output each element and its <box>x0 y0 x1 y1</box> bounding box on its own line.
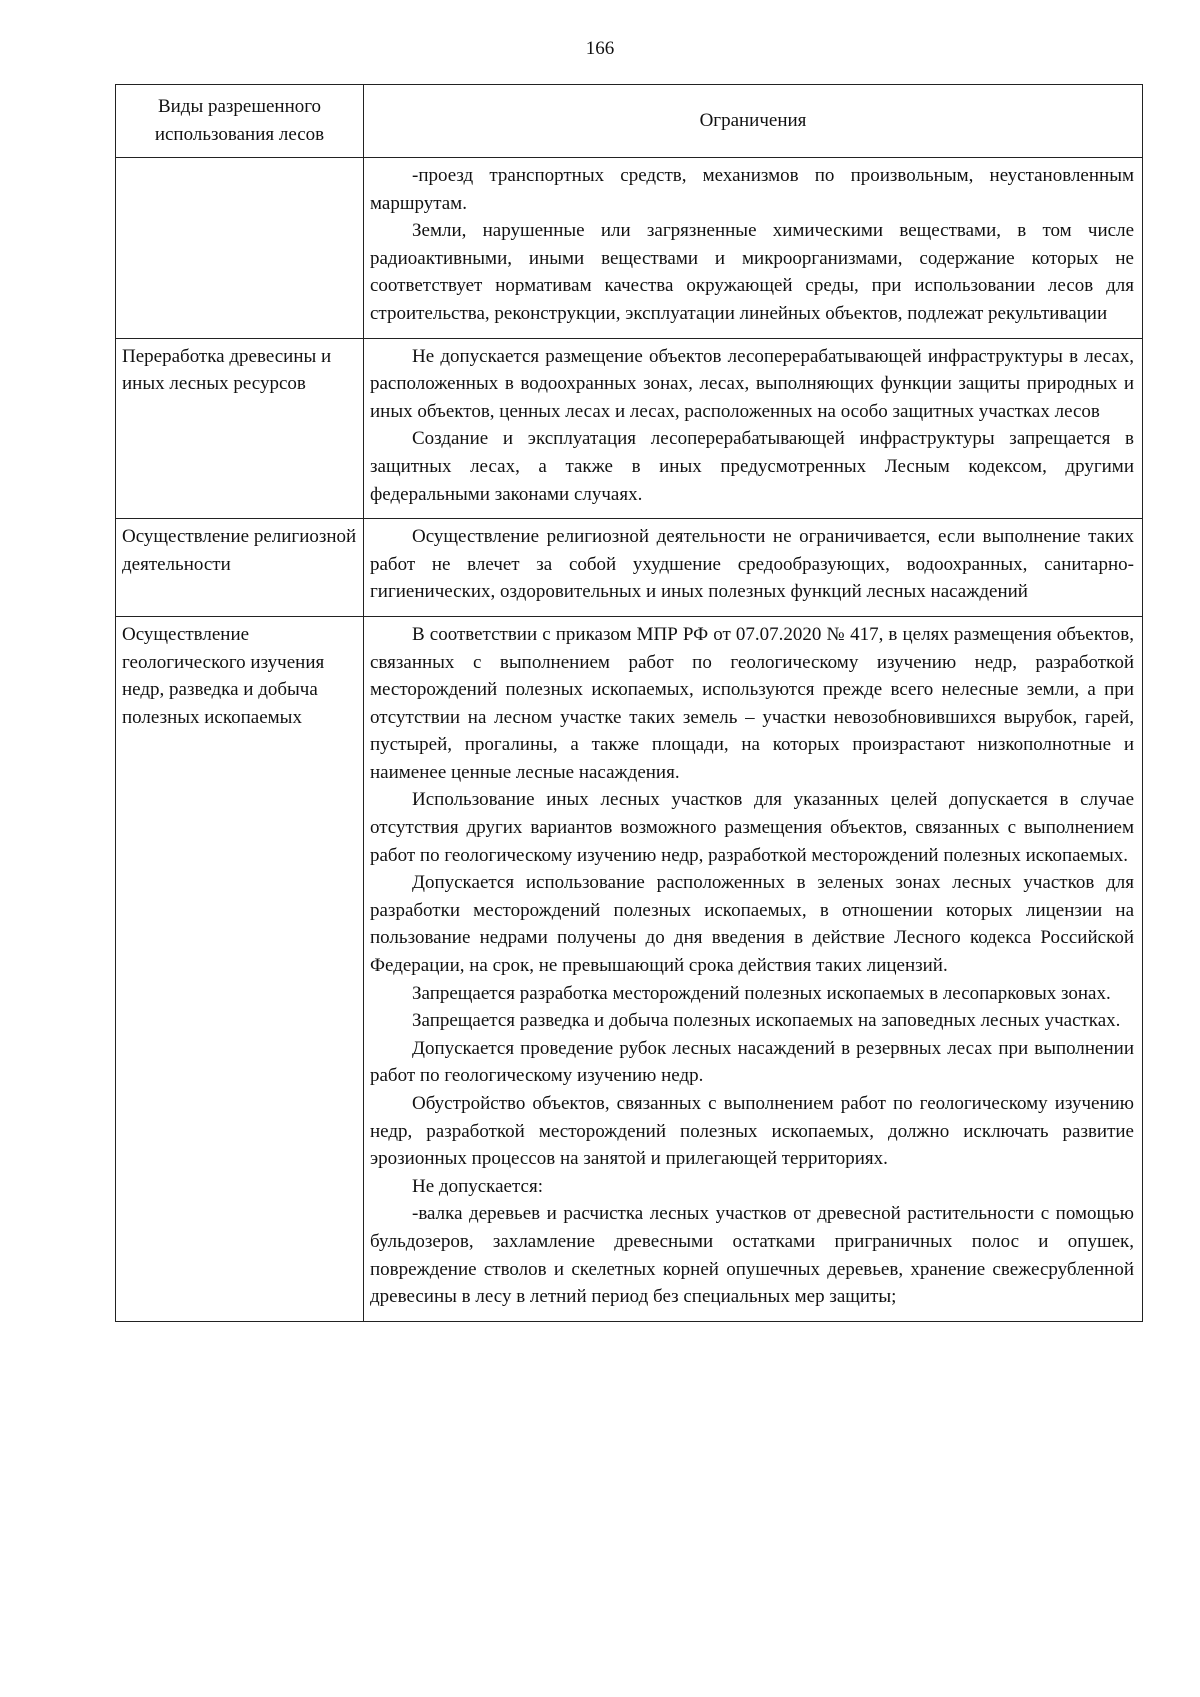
table-row <box>116 158 1143 339</box>
restrictions-table <box>115 84 1143 1322</box>
row-restrictions <box>364 616 1143 1321</box>
paragraph: Не допускается размещение объектов лесоперерабатывающей инфраструктуры в лесах, расположенных в водоохранных зонах, лесах, выполняющих функции защиты природных и иных объектов, ценных лесах и лесах, расположенных на особо защитных участках лесов <box>370 345 1134 422</box>
paragraph: Допускается использование расположенных в зеленых зонах лесных участков для разработки месторождений полезных ископаемых, в отношении которых лицензии на пользование недрами получены до дня введения в действие Лесного кодекса Российской Федерации, на срок, не превышающий срока действия таких лицензий. <box>370 872 1134 977</box>
row-kind: Осуществление религиозной деятельности <box>116 519 364 617</box>
paragraph: Допускается проведение рубок лесных насаждений в резервных лесах при выполнении работ по геологическому изучению недр. <box>370 1037 1134 1087</box>
row-kind: Осуществление геологического изучения недр, разведка и добыча полезных ископаемых <box>116 616 364 1321</box>
row-kind <box>116 158 364 339</box>
header-restrictions: Ограничения <box>364 85 1143 158</box>
paragraph: -проезд транспортных средств, механизмов по произвольным, неустановленным маршрутам. <box>370 165 1134 214</box>
paragraph: Земли, нарушенные или загрязненные химическими веществами, в том числе радиоактивными, иными веществами и микроорганизмами, содержание которых не соответствует нормативам качества окружающей среды, при использовании лесов для строительства, реконструкции, эксплуатации линейных объектов, подлежат рекультивации <box>370 220 1134 324</box>
row-restrictions <box>364 158 1143 339</box>
header-kind: Виды разрешенного использования лесов <box>116 85 364 158</box>
paragraph: Не допускается: <box>412 1175 543 1197</box>
table-row <box>116 338 1143 519</box>
table-header-row <box>116 85 1143 158</box>
row-kind: Переработка древесины и иных лесных ресурсов <box>116 338 364 519</box>
paragraph: Обустройство объектов, связанных с выполнением работ по геологическому изучению недр, разработкой месторождений полезных ископаемых, должно исключать развитие эрозионных процессов на занятой и прилегающей территориях. <box>370 1093 1134 1170</box>
paragraph: Создание и эксплуатация лесоперерабатывающей инфраструктуры запрещается в защитных лесах, а также в иных предусмотренных Лесным кодексом, другими федеральными законами случаях. <box>370 428 1134 505</box>
paragraph: Запрещается разведка и добыча полезных ископаемых на заповедных лесных участках. <box>412 1010 1121 1032</box>
table-row <box>116 616 1143 1321</box>
paragraph: Осуществление религиозной деятельности не ограничивается, если выполнение таких работ не влечет за собой ухудшение средообразующих, водоохранных, санитарно-гигиенических, оздоровительных и иных полезных функций лесных насаждений <box>370 526 1134 603</box>
table-row <box>116 519 1143 617</box>
paragraph: Запрещается разработка месторождений полезных ископаемых в лесопарковых зонах. <box>412 982 1111 1004</box>
paragraph: В соответствии с приказом МПР РФ от 07.07.2020 № 417, в целях размещения объектов, связанных с выполнением работ по геологическому изучению недр, разработкой месторождений полезных ископаемых, используются прежде всего нелесные земли, а при отсутствии на лесном участке таких земель – участки невозобновившихся вырубок, гарей, пустырей, прогалины, а также площади, на которых произрастают низкополнотные и наименее ценные лесные насаждения. <box>370 623 1134 783</box>
paragraph: -валка деревьев и расчистка лесных участков от древесной растительности с помощью бульдозеров, захламление древесными остатками приграничных полос и опушек, повреждение стволов и скелетных корней опушечных деревьев, хранение свежесрубленной древесины в лесу в летний период без специальных мер защиты; <box>370 1203 1134 1308</box>
row-restrictions <box>364 519 1143 617</box>
row-restrictions <box>364 338 1143 519</box>
page-number: 166 <box>585 38 615 59</box>
paragraph: Использование иных лесных участков для указанных целей допускается в случае отсутствия других вариантов возможного размещения объектов, связанных с выполнением работ по геологическому изучению недр, разработкой месторождений полезных ископаемых. <box>370 789 1134 866</box>
